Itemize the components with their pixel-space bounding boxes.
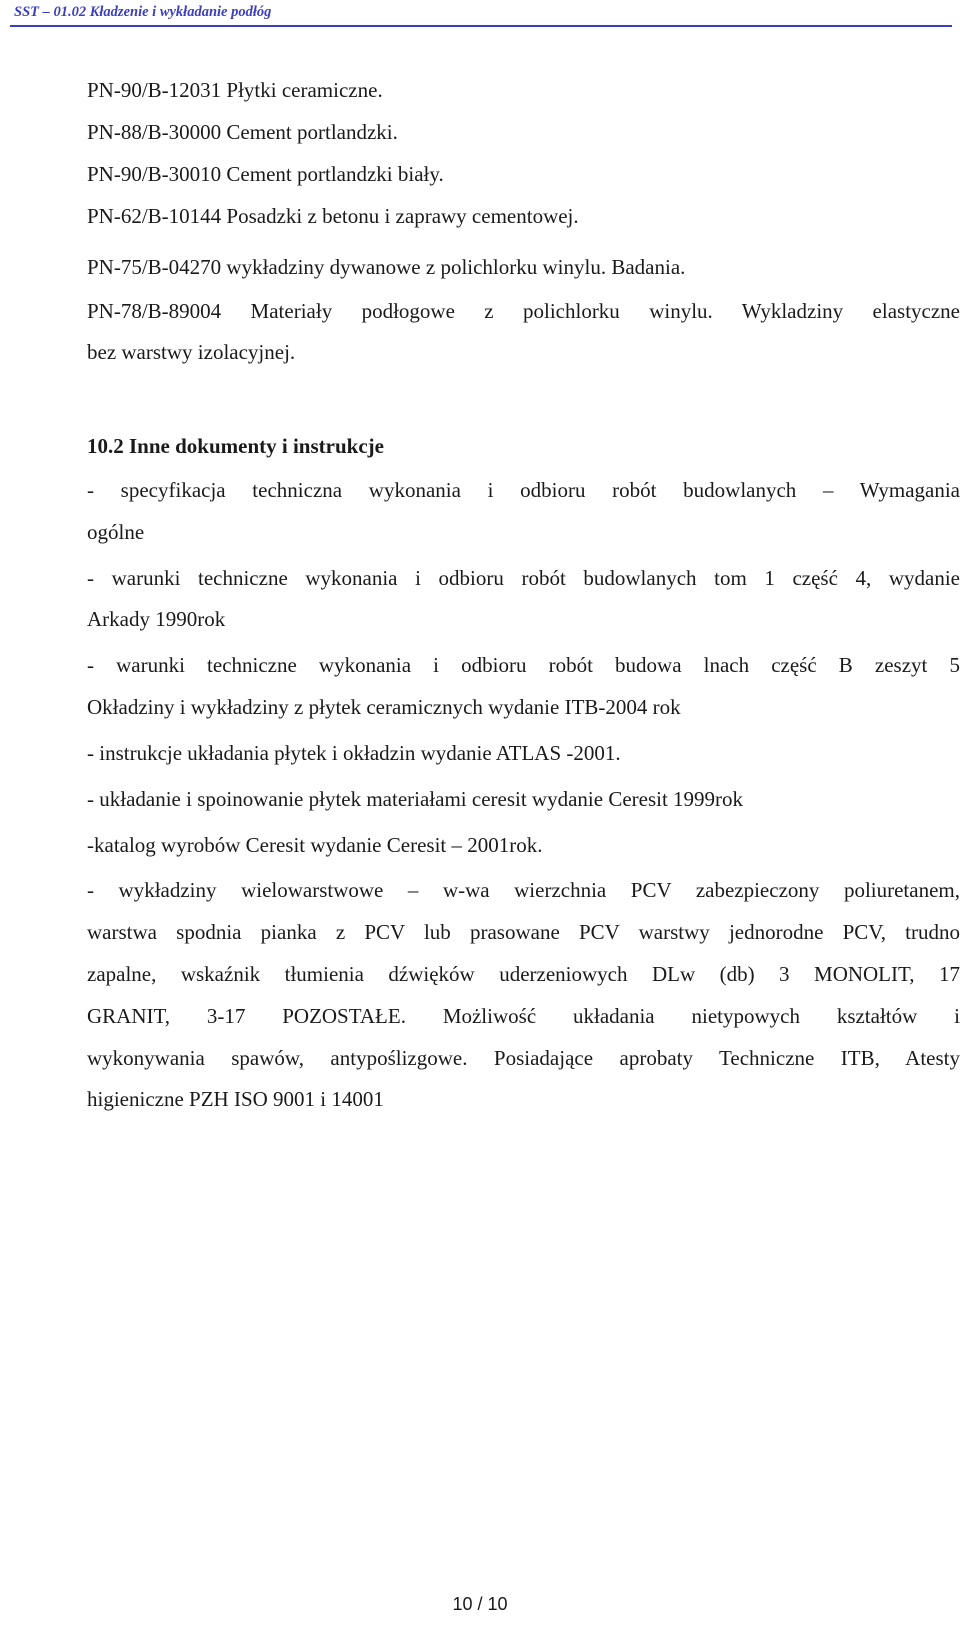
body-line: GRANIT, 3-17 POZOSTAŁE. Możliwość układania nietypowych kształtów i xyxy=(87,1004,960,1028)
standard-line: bez warstwy izolacyjnej. xyxy=(87,340,296,364)
standard-line: PN-90/B-30010 Cement portlandzki biały. xyxy=(87,162,444,186)
body-line: - układanie i spoinowanie płytek materiałami ceresit wydanie Ceresit 1999rok xyxy=(87,787,744,811)
section-heading: 10.2 Inne dokumenty i instrukcje xyxy=(87,434,384,458)
running-header: SST – 01.02 Kładzenie i wykładanie podłóg xyxy=(14,4,272,20)
page-number: 10 / 10 xyxy=(452,1594,508,1614)
body-line: - specyfikacja techniczna wykonania i odbioru robót budowlanych – Wymagania xyxy=(87,478,960,502)
standard-line: PN-88/B-30000 Cement portlandzki. xyxy=(87,120,398,144)
body-line: -katalog wyrobów Ceresit wydanie Ceresit – 2001rok. xyxy=(87,833,543,857)
body-line: higieniczne PZH ISO 9001 i 14001 xyxy=(87,1087,384,1111)
body-line: ogólne xyxy=(87,520,145,544)
body-line: warstwa spodnia pianka z PCV lub prasowane PCV warstwy jednorodne PCV, trudno xyxy=(87,920,960,944)
body-line: - instrukcje układania płytek i okładzin wydanie ATLAS -2001. xyxy=(87,741,621,765)
standard-line: PN-78/B-89004 Materiały podłogowe z polichlorku winylu. Wykladziny elastyczne xyxy=(87,299,960,323)
body-line: - wykładziny wielowarstwowe – w-wa wierzchnia PCV zabezpieczony poliuretanem, xyxy=(87,878,960,902)
body-line: Okładziny i wykładziny z płytek ceramicznych wydanie ITB-2004 rok xyxy=(87,695,681,719)
header-rule xyxy=(10,25,952,27)
standard-line: PN-62/B-10144 Posadzki z betonu i zaprawy cementowej. xyxy=(87,204,579,228)
body-line: - warunki techniczne wykonania i odbioru robót budowlanych tom 1 część 4, wydanie xyxy=(87,566,960,590)
standard-line: PN-90/B-12031 Płytki ceramiczne. xyxy=(87,78,383,102)
body-line: - warunki techniczne wykonania i odbioru robót budowa lnach część B zeszyt 5 xyxy=(87,653,960,677)
body-line: zapalne, wskaźnik tłumienia dźwięków uderzeniowych DLw (db) 3 MONOLIT, 17 xyxy=(87,962,960,986)
standard-line: PN-75/B-04270 wykładziny dywanowe z polichlorku winylu. Badania. xyxy=(87,255,686,279)
body-line: wykonywania spawów, antypoślizgowe. Posiadające aprobaty Techniczne ITB, Atesty xyxy=(87,1046,960,1070)
body-line: Arkady 1990rok xyxy=(87,607,226,631)
